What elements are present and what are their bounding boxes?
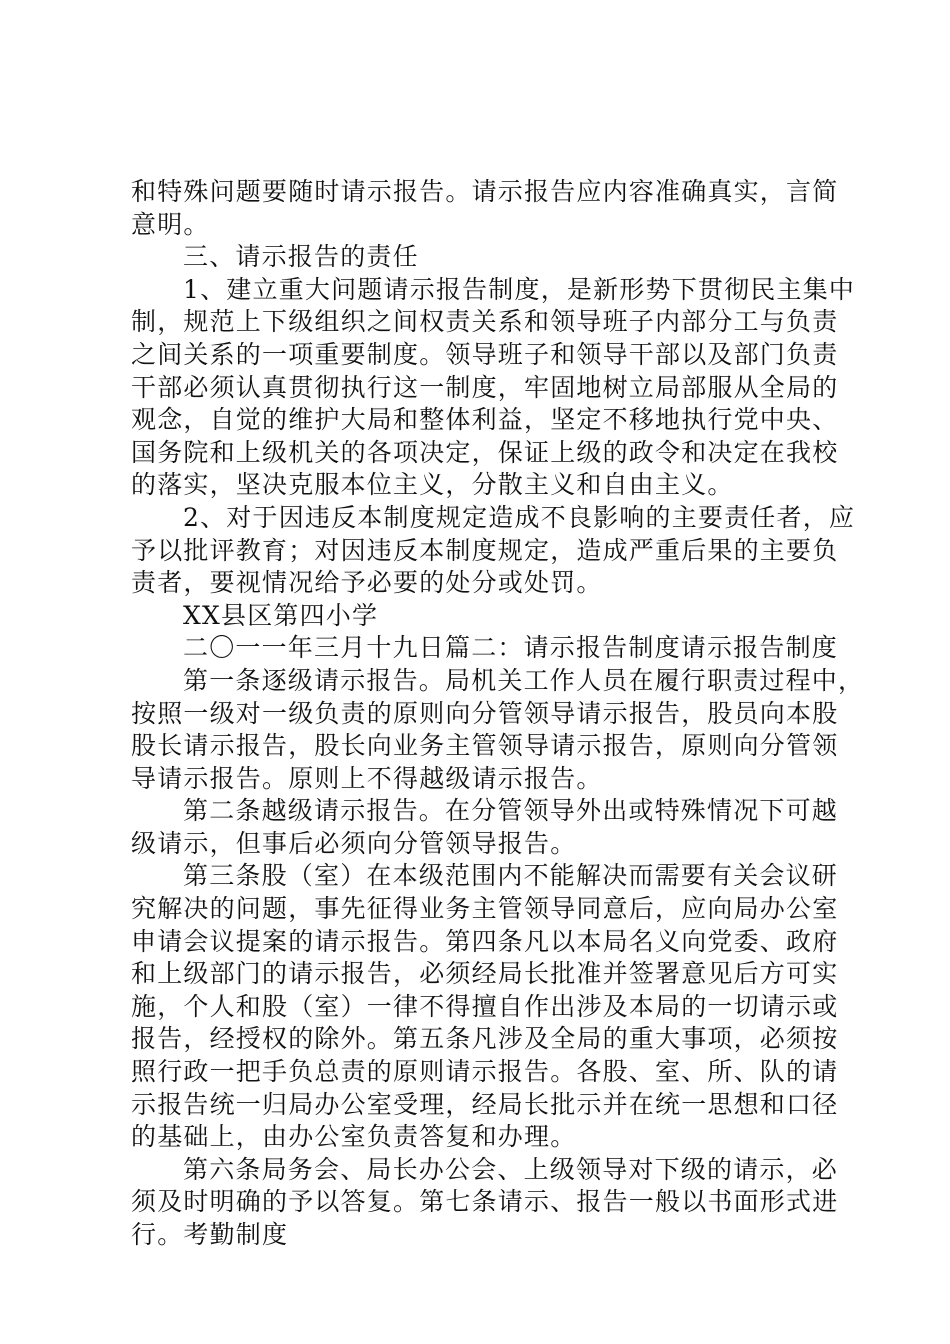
text-line-1: 和特殊问题要随时请示报告。请示报告应内容准确真实，言简	[131, 177, 839, 206]
text-line-8: 观念，自觉的维护大局和整体利益，坚定不移地执行党中央、	[131, 405, 839, 435]
text-line-2: 意明。	[131, 209, 210, 239]
text-line-6: 之间关系的一项重要制度。领导班子和领导干部以及部门负责	[131, 339, 839, 369]
text-line-20: 第二条越级请示报告。在分管领导外出或特殊情况下可越	[183, 796, 839, 826]
text-line-25: 和上级部门的请示报告，必须经局长批准并签署意见后方可实	[131, 959, 839, 989]
text-line-5: 制，规范上下级组织之间权责关系和领导班子内部分工与负责	[131, 307, 839, 337]
text-line-30: 的基础上，由办公室负责答复和办理。	[131, 1122, 577, 1152]
text-line-23: 究解决的问题，事先征得业务主管领导同意后，应向局办公室	[131, 894, 839, 924]
text-line-27: 报告，经授权的除外。第五条凡涉及全局的重大事项，必须按	[131, 1024, 839, 1054]
text-line-16: 第一条逐级请示报告。局机关工作人员在履行职责过程中，	[183, 665, 865, 695]
text-line-29: 示报告统一归局办公室受理，经局长批示并在统一思想和口径	[131, 1089, 839, 1119]
signature-date: 二〇一一年三月十九日篇二：请示报告制度请示报告制度	[183, 633, 839, 663]
text-line-17: 按照一级对一级负责的原则向分管领导请示报告，股员向本股	[131, 698, 839, 728]
text-line-12: 予以批评教育；对因违反本制度规定，造成严重后果的主要负	[131, 535, 839, 565]
document-body	[131, 176, 865, 1252]
text-line-11: 2、对于因违反本制度规定造成不良影响的主要责任者，应	[183, 502, 856, 532]
text-line-21: 级请示，但事后必须向分管领导报告。	[131, 828, 577, 858]
text-line-10: 的落实，坚决克服本位主义，分散主义和自由主义。	[131, 470, 734, 500]
text-line-4: 1、建立重大问题请示报告制度，是新形势下贯彻民主集中	[183, 274, 856, 304]
text-line-9: 国务院和上级机关的各项决定，保证上级的政令和决定在我校	[131, 437, 839, 467]
text-line-31: 第六条局务会、局长办公会、上级领导对下级的请示，必	[183, 1154, 839, 1184]
text-line-13: 责者，要视情况给予必要的处分或处罚。	[131, 568, 603, 598]
text-line-24: 申请会议提案的请示报告。第四条凡以本局名义向党委、政府	[131, 926, 839, 956]
text-line-18: 股长请示报告，股长向业务主管领导请示报告，原则向分管领	[131, 731, 839, 761]
signature-school: XX县区第四小学	[183, 600, 379, 630]
text-line-28: 照行政一把手负总责的原则请示报告。各股、室、所、队的请	[131, 1057, 839, 1087]
text-line-33: 行。考勤制度	[131, 1220, 289, 1249]
text-line-26: 施，个人和股（室）一律不得擅自作出涉及本局的一切请示或	[131, 991, 839, 1021]
text-line-32: 须及时明确的予以答复。第七条请示、报告一般以书面形式进	[131, 1187, 839, 1217]
text-line-19: 导请示报告。原则上不得越级请示报告。	[131, 763, 603, 793]
text-line-22: 第三条股（室）在本级范围内不能解决而需要有关会议研	[183, 861, 839, 891]
text-line-7: 干部必须认真贯彻执行这一制度，牢固地树立局部服从全局的	[131, 372, 839, 402]
section-heading-responsibility: 三、请示报告的责任	[183, 242, 419, 272]
